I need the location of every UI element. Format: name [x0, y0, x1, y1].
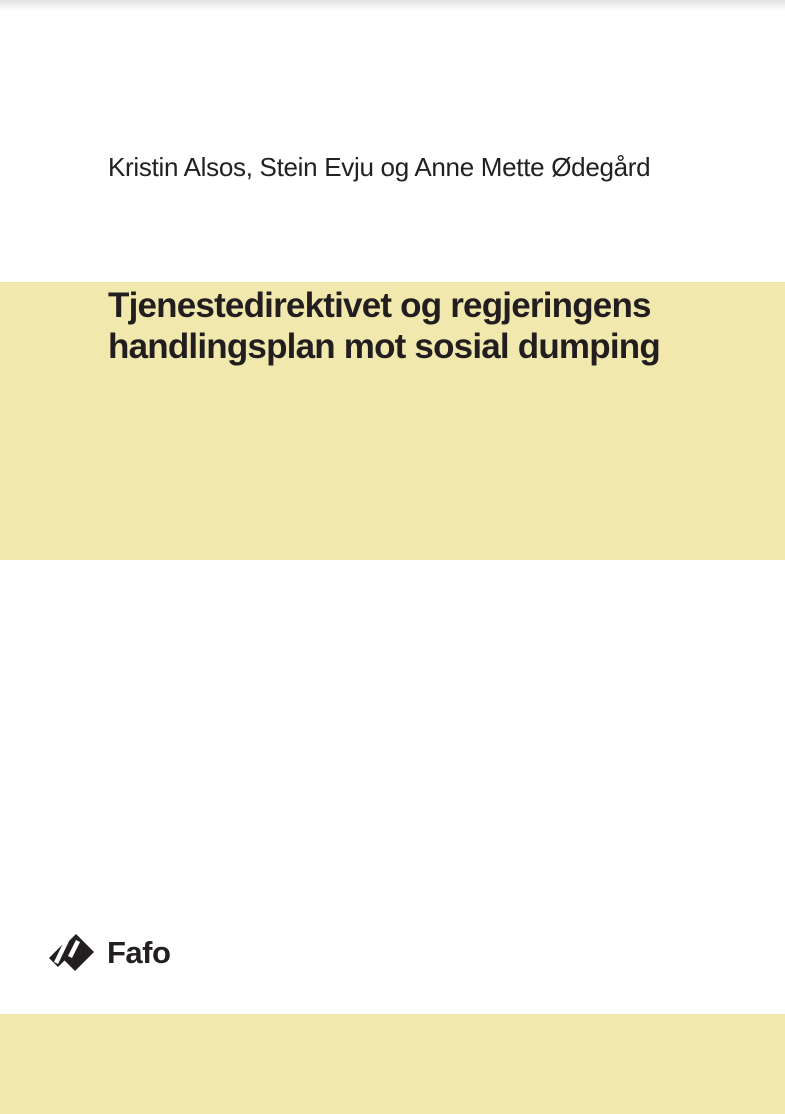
- page-top-edge-shadow: [0, 0, 785, 12]
- report-title: [108, 285, 745, 367]
- report-title-line-2: handlingsplan mot sosial dumping: [108, 327, 660, 366]
- report-title-line-1: Tjenestedirektivet og regjeringens: [108, 286, 651, 325]
- fafo-diamond-zigzag-icon: [48, 931, 98, 977]
- authors-line: Kristin Alsos, Stein Evju og Anne Mette Ødegård: [108, 152, 651, 182]
- fafo-logo-wordmark: Fafo: [107, 934, 171, 970]
- title-band: [0, 282, 785, 560]
- fafo-logo: [48, 930, 170, 978]
- bottom-color-band: [0, 1014, 785, 1114]
